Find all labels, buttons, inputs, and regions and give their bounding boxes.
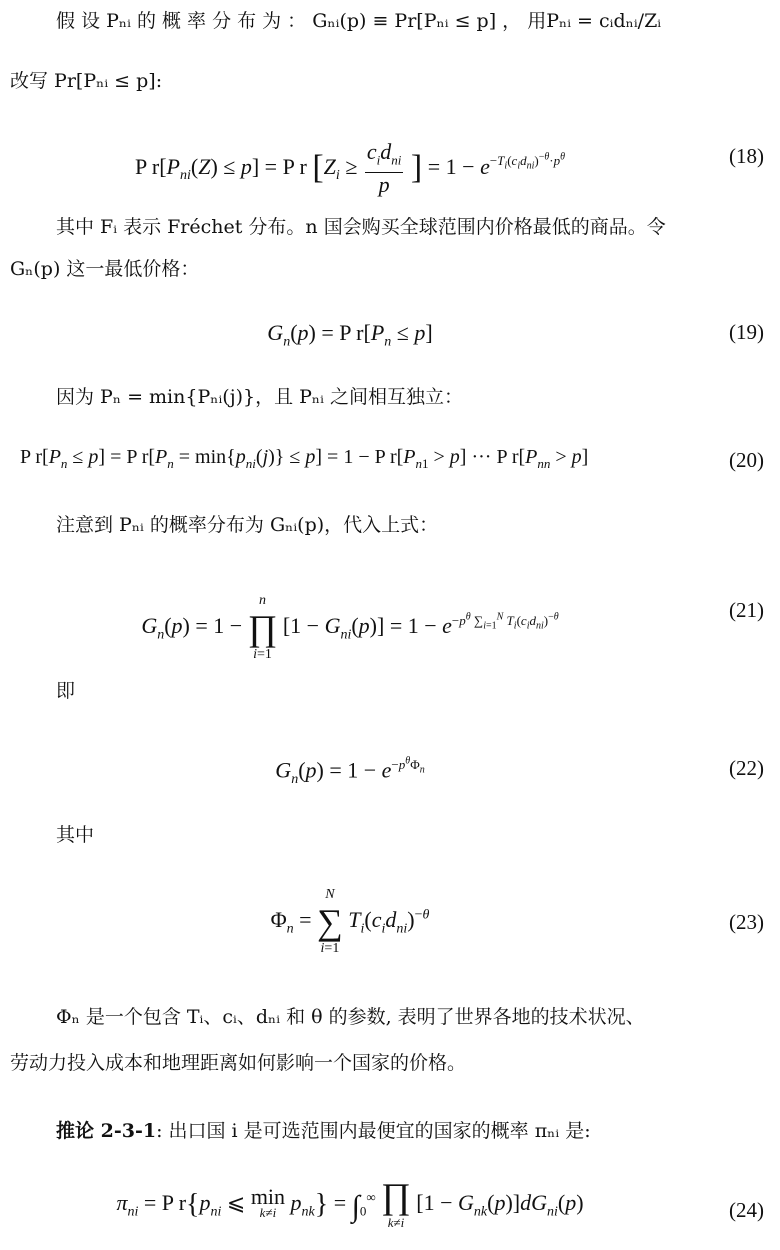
equation-19-body: $G_n(p) = P$ $r[P_n \le p]$ [267,320,433,350]
paragraph-frechet: 其中 Fᵢ 表示 Fréchet 分布。n 国会购买全球范围内价格最低的商品。令 [56,216,666,238]
equation-18-number: (18) [729,144,764,168]
equation-20-number: (20) [729,448,764,472]
equation-21 [0,568,780,662]
equation-23-body: $\Phi_n$ = N ∑ i=1 $T_i(c_id_{ni})^{-\theta}$ [270,887,430,956]
equation-24-number: (24) [729,1198,764,1222]
equation-21-body: $G_n(p) = 1$ − n ∏ i=1 $[1 - G_{ni}(p)] = 1 - e^{-p^\theta \sum_{i=1}^N T_i(c_id_{ni})^{-\theta}}$ [141,593,559,662]
paragraph-frechet-cont: Gₙ(p) 这一最低价格： [10,258,200,280]
paragraph-independence: 因为 Pₙ = min{Pₙᵢ(j)}，且 Pₙᵢ 之间相互独立： [56,386,463,408]
equation-24-body: $\pi_{ni} = P$ $r\{p_{ni}$ ⩽ min k≠i $p_{nk}\} = \int_0^\infty$ ∏ k≠i $[1 - G_{nk}(p)]dG_{ni}(p)$ [116,1176,584,1230]
equation-19 [0,312,780,372]
paragraph-where: 其中 [56,824,95,846]
paragraph-distribution-intro-cont: 改写 Pr[Pₙᵢ ≤ p]: [10,70,163,92]
corollary-label: 推论 2-3-1 [56,1120,157,1142]
equation-21-number: (21) [729,598,764,622]
equation-20-body: P $r[P_n \le p] = P$ $r[P_n = \min\{p_{ni}(j)\} \le p] = 1 - P$ $r[P_{n1} > p]$ ··· P $r[P_{nn} > p]$ [20,446,589,471]
paragraph-corollary [56,1118,780,1144]
equation-18 [0,126,780,198]
equation-22-body: $G_n(p) = 1 - e^{-p^\theta\Phi_n}$ [275,756,425,788]
paragraph-phi-meaning: Φₙ 是一个包含 Tᵢ、cᵢ、dₙᵢ 和 θ 的参数, 表明了世界各地的技术状况、 [56,1006,645,1028]
paragraph-distribution-intro: 假 设 Pₙᵢ 的 概 率 分 布 为 ： Gₙᵢ(p) ≡ Pr[Pₙᵢ ≤ p] ， 用Pₙᵢ = cᵢdₙᵢ/Zᵢ [56,10,662,32]
paragraph-ie: 即 [56,680,76,702]
corollary-text: : 出口国 i 是可选范围内最便宜的国家的概率 πₙᵢ 是: [156,1120,591,1142]
equation-24 [0,1172,780,1250]
equation-23 [0,880,780,970]
equation-23-number: (23) [729,910,764,934]
equation-20 [0,440,780,500]
paragraph-substitute: 注意到 Pₙᵢ 的概率分布为 Gₙᵢ(p)，代入上式： [56,514,439,536]
paragraph-phi-meaning-cont: 劳动力投入成本和地理距离如何影响一个国家的价格。 [10,1052,467,1074]
equation-22 [0,748,780,808]
equation-18-body: P $r[P_{ni}(Z) \le p] = P$ r [$Z_i$ ≥ $c_id_{ni}$ p ] = $1 - e^{-T_i(c_id_{ni})^{-\theta}\cdot p^\theta}$ [134,139,566,198]
equation-19-number: (19) [729,320,764,344]
equation-22-number: (22) [729,756,764,780]
